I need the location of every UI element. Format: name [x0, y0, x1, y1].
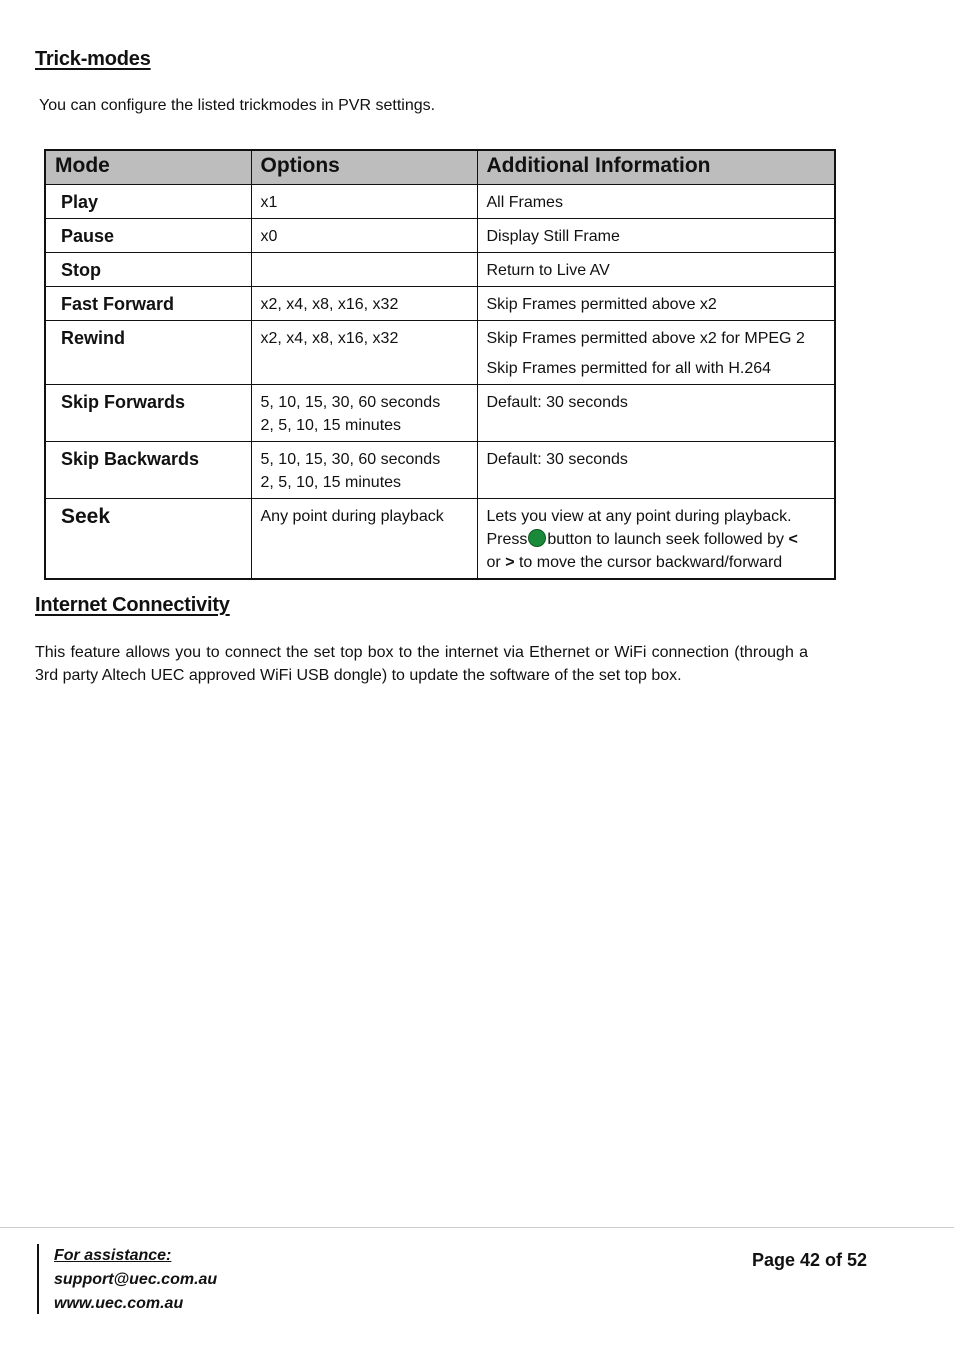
- info-line: [487, 551, 826, 574]
- mode-cell: Rewind: [45, 320, 251, 384]
- mode-cell: Fast Forward: [45, 286, 251, 320]
- option-line: 5, 10, 15, 30, 60 seconds: [260, 450, 441, 468]
- header-additional-info: Additional Information: [477, 150, 835, 184]
- info-line: Skip Frames permitted above x2 for MPEG 2: [486, 329, 805, 347]
- support-website: www.uec.com.au: [54, 1295, 184, 1312]
- right-arrow-symbol: >: [505, 553, 515, 571]
- mode-cell: Play: [45, 184, 251, 218]
- header-mode: Mode: [45, 150, 251, 184]
- options-cell: x2, x4, x8, x16, x32: [251, 320, 477, 384]
- options-cell: x2, x4, x8, x16, x32: [251, 286, 477, 320]
- options-cell: x1: [251, 184, 477, 218]
- info-cell: Return to Live AV: [477, 252, 835, 286]
- options-cell: [251, 384, 477, 441]
- info-cell: Skip Frames permitted above x2: [477, 286, 835, 320]
- mode-cell: Pause: [45, 218, 251, 252]
- or-text: or: [486, 553, 501, 571]
- left-arrow-symbol: <: [788, 530, 798, 548]
- table-row: [45, 320, 835, 384]
- mode-cell: Skip Backwards: [45, 441, 251, 498]
- internet-connectivity-paragraph: This feature allows you to connect the set top box to the internet via Ethernet or WiFi connection (through a 3rd party Altech UEC approved WiFi USB dongle) to update the software of the set top box.: [35, 644, 808, 684]
- option-line: 2, 5, 10, 15 minutes: [260, 416, 402, 434]
- table-header-row: [45, 150, 835, 184]
- info-cell: Display Still Frame: [477, 218, 835, 252]
- intro-text: You can configure the listed trickmodes in PVR settings.: [39, 97, 436, 114]
- green-button-icon: [528, 529, 546, 547]
- options-cell: [251, 441, 477, 498]
- info-line: [487, 528, 826, 551]
- options-cell: Any point during playback: [251, 498, 477, 579]
- option-line: 2, 5, 10, 15 minutes: [260, 473, 402, 491]
- footer-contact: [54, 1244, 217, 1316]
- table-row: [45, 498, 835, 579]
- footer-divider: [0, 1227, 954, 1228]
- button-instruction-text: button to launch seek followed by: [547, 530, 785, 548]
- options-cell: x0: [251, 218, 477, 252]
- table-row: [45, 384, 835, 441]
- mode-cell: Seek: [45, 498, 251, 579]
- support-email: support@uec.com.au: [54, 1271, 218, 1288]
- mode-cell: Skip Forwards: [45, 384, 251, 441]
- assistance-label: For assistance:: [54, 1247, 172, 1264]
- table-row: [45, 218, 835, 252]
- page-number: Page 42 of 52: [752, 1250, 868, 1270]
- table-row: [45, 252, 835, 286]
- section-title-internet-connectivity: Internet Connectivity: [35, 594, 230, 616]
- footer-accent-bar: [37, 1244, 39, 1314]
- header-options: Options: [251, 150, 477, 184]
- section-title-trick-modes: Trick-modes: [35, 48, 151, 70]
- info-cell: [477, 320, 835, 384]
- info-line: Lets you view at any point during playback.: [486, 507, 792, 525]
- info-cell: Default: 30 seconds: [477, 441, 835, 498]
- info-cell: Default: 30 seconds: [477, 384, 835, 441]
- options-cell: [251, 252, 477, 286]
- press-text: Press: [486, 530, 528, 548]
- info-line: Skip Frames permitted for all with H.264: [486, 359, 772, 377]
- trick-modes-table: [44, 149, 836, 580]
- cursor-instruction-text: to move the cursor backward/forward: [518, 553, 783, 571]
- mode-cell: Stop: [45, 252, 251, 286]
- table-row: [45, 286, 835, 320]
- info-cell-seek: [477, 498, 835, 579]
- option-line: 5, 10, 15, 30, 60 seconds: [260, 393, 441, 411]
- table-row: [45, 184, 835, 218]
- table-row: [45, 441, 835, 498]
- info-cell: All Frames: [477, 184, 835, 218]
